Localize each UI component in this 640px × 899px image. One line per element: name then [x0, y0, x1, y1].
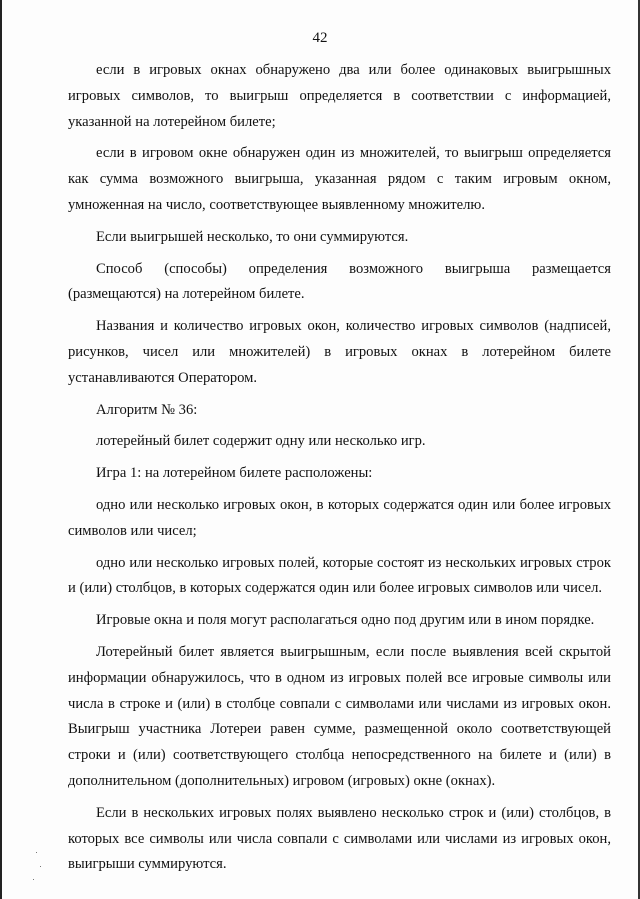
page-number: 42	[312, 30, 328, 46]
paragraph: одно или несколько игровых полей, которые состоят из нескольких игровых строк и (или) столбцов, в которых содержатся один или более игровых символов или чисел.	[68, 554, 611, 597]
paragraph: Способ (способы) определения возможного выигрыша размещается (размещаются) на лотерейном билете.	[68, 260, 611, 303]
document-body	[68, 58, 611, 879]
paragraph: Названия и количество игровых окон, количество игровых символов (надписей, рисунков, чисел или множителей) в игровых окнах в лотерейном билете устанавливаются Оператором.	[68, 318, 611, 386]
paragraph: Игровые окна и поля могут располагаться одно под другим или в ином порядке.	[96, 612, 595, 629]
paragraph: лотерейный билет содержит одну или несколько игр.	[96, 433, 426, 450]
paragraph: Лотерейный билет является выигрышным, если после выявления всей скрытой информации обнаружилось, что в одном из игровых полей все игровые символы или числа в строке и (или) в столбце совпали с символами или числами из игровых окон. Выигрыш участника Лотереи равен сумме, размещенной около соответствующей строки и (или) соответствующего столбца непосредственного на билете и (или) в дополнительном (дополнительных) игровом (игровых) окне (окнах).	[68, 643, 611, 789]
scan-speck	[33, 879, 34, 880]
paragraph: Алгоритм № 36:	[96, 401, 198, 418]
paragraph: если в игровом окне обнаружен один из множителей, то выигрыш определяется как сумма возможного выигрыша, указанная рядом с таким игровым окном, умноженная на число, соответствующее выявленному множителю.	[68, 145, 611, 213]
paragraph: одно или несколько игровых окон, в которых содержатся один или более игровых символов или чисел;	[68, 496, 611, 539]
paragraph: Если выигрышей несколько, то они суммируются.	[96, 228, 409, 245]
scan-edge-left	[0, 0, 2, 899]
paragraph: если в игровых окнах обнаружено два или более одинаковых выигрышных игровых символов, то выигрыш определяется в соответствии с информацией, указанной на лотерейном билете;	[68, 62, 611, 130]
scan-speck	[40, 866, 41, 867]
paragraph: Если в нескольких игровых полях выявлено несколько строк и (или) столбцов, в которых все символы или числа совпали с символами или числами из игровых окон, выигрыши суммируются.	[68, 804, 611, 873]
paragraph: Игра 1: на лотерейном билете расположены:	[96, 465, 373, 482]
scan-speck	[36, 852, 37, 853]
